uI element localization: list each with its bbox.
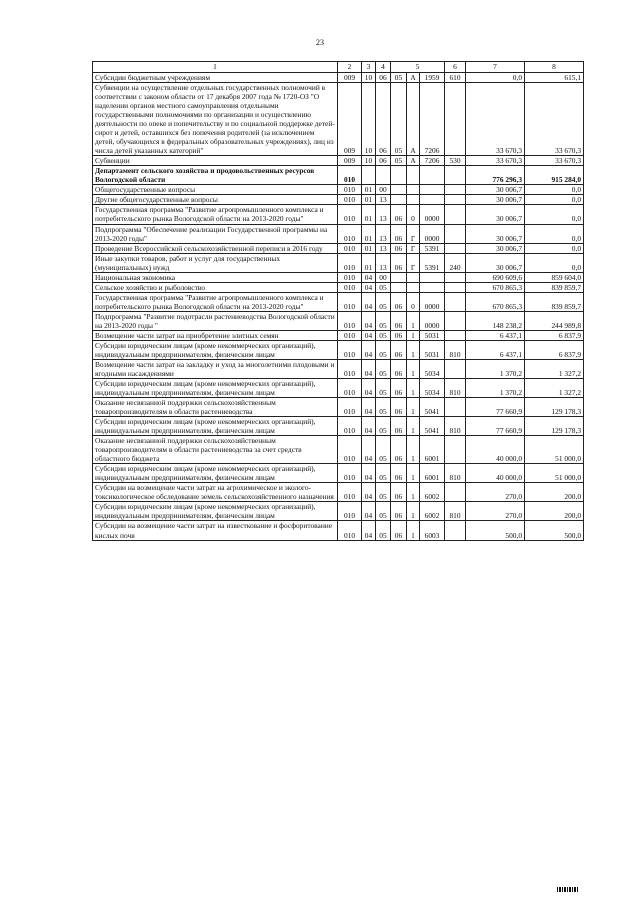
table-row [93, 224, 584, 243]
row-name: Субсидии юридическим лицам (кроме некоммерческих организаций), индивидуальным предпринимателям, физическим лицам [93, 340, 338, 359]
table-row [93, 502, 584, 521]
cell-amount-2017: 6 837,9 [525, 340, 584, 359]
cell-section: 10 [362, 156, 376, 166]
cell-direction [420, 185, 445, 195]
table-row [93, 398, 584, 417]
cell-subsection: 06 [376, 83, 391, 156]
cell-amount-2017: 615,1 [525, 73, 584, 83]
cell-expense-type [445, 166, 466, 185]
row-name: Возмещение части затрат на приобретение элитных семян [93, 330, 338, 340]
cell-subprogram: 1 [407, 436, 420, 464]
cell-direction: 0000 [420, 311, 445, 330]
cell-subsection: 06 [376, 73, 391, 83]
cell-subsection: 05 [376, 436, 391, 464]
cell-expense-type [445, 195, 466, 205]
cell-amount-2016: 690 609,6 [466, 272, 525, 282]
cell-direction: 5031 [420, 330, 445, 340]
cell-direction: 0000 [420, 224, 445, 243]
cell-subsection: 05 [376, 483, 391, 502]
cell-program: 06 [391, 253, 407, 272]
cell-amount-2016: 500,0 [466, 521, 525, 540]
table-row [93, 205, 584, 224]
cell-expense-type [445, 359, 466, 378]
cell-admin-code: 009 [338, 83, 362, 156]
cell-expense-type: 240 [445, 253, 466, 272]
cell-subprogram: 1 [407, 379, 420, 398]
cell-admin-code: 010 [338, 243, 362, 253]
cell-section: 04 [362, 379, 376, 398]
cell-direction: 5034 [420, 359, 445, 378]
cell-amount-2017: 915 284,0 [525, 166, 584, 185]
row-name: Субвенции [93, 156, 338, 166]
cell-direction: 7206 [420, 156, 445, 166]
cell-admin-code: 010 [338, 340, 362, 359]
row-name: Подпрограмма "Развитие подотрасли растениеводства Вологодской области на 2013-2020 годы " [93, 311, 338, 330]
cell-subprogram: 1 [407, 521, 420, 540]
cell-admin-code: 009 [338, 156, 362, 166]
table-row [93, 359, 584, 378]
cell-amount-2016: 670 865,3 [466, 282, 525, 292]
cell-direction: 5391 [420, 253, 445, 272]
cell-subsection: 05 [376, 340, 391, 359]
page-number: 23 [316, 38, 324, 47]
header-cell: 7 [466, 62, 525, 73]
cell-amount-2016: 670 865,3 [466, 292, 525, 311]
cell-admin-code: 010 [338, 521, 362, 540]
row-name: Подпрограмма "Обеспечение реализации Государственной программы на 2013-2020 годы" [93, 224, 338, 243]
table-row [93, 166, 584, 185]
cell-program: 06 [391, 483, 407, 502]
cell-subprogram [407, 272, 420, 282]
header-cell: 5 [391, 62, 445, 73]
cell-amount-2017: 51 000,0 [525, 464, 584, 483]
cell-amount-2016: 148 238,2 [466, 311, 525, 330]
cell-subsection: 05 [376, 398, 391, 417]
row-name: Оказание несвязанной поддержки сельскохозяйственным товаропроизводителям в области растениеводства за счет средств областного бюджета [93, 436, 338, 464]
cell-subsection: 13 [376, 195, 391, 205]
table-row [93, 311, 584, 330]
cell-subprogram: 1 [407, 464, 420, 483]
cell-section: 01 [362, 185, 376, 195]
cell-subprogram: 1 [407, 398, 420, 417]
cell-subsection: 05 [376, 417, 391, 436]
cell-admin-code: 010 [338, 272, 362, 282]
cell-program: 06 [391, 340, 407, 359]
cell-program: 06 [391, 464, 407, 483]
cell-direction: 5391 [420, 243, 445, 253]
cell-subprogram: 1 [407, 311, 420, 330]
cell-section: 04 [362, 292, 376, 311]
cell-subsection [376, 166, 391, 185]
cell-expense-type [445, 205, 466, 224]
cell-program: 06 [391, 292, 407, 311]
cell-program: 06 [391, 330, 407, 340]
cell-expense-type [445, 311, 466, 330]
cell-amount-2016: 77 660,9 [466, 398, 525, 417]
cell-expense-type: 810 [445, 379, 466, 398]
cell-program: 06 [391, 398, 407, 417]
cell-amount-2016: 77 660,9 [466, 417, 525, 436]
row-name: Государственная программа "Развитие агропромышленного комплекса и потребительского рынка Вологодской области на 2013-2020 годы" [93, 205, 338, 224]
row-name: Субсидии юридическим лицам (кроме некоммерческих организаций), индивидуальным предпринимателям, физическим лицам [93, 379, 338, 398]
cell-subsection: 05 [376, 359, 391, 378]
cell-section: 04 [362, 502, 376, 521]
cell-admin-code: 010 [338, 398, 362, 417]
cell-program: 06 [391, 224, 407, 243]
row-name: Субсидии юридическим лицам (кроме некоммерческих организаций), индивидуальным предпринимателям, физическим лицам [93, 417, 338, 436]
cell-program [391, 272, 407, 282]
cell-amount-2017: 0,0 [525, 253, 584, 272]
cell-section: 04 [362, 483, 376, 502]
cell-subsection: 13 [376, 205, 391, 224]
cell-program: 06 [391, 436, 407, 464]
header-cell: 2 [338, 62, 362, 73]
cell-admin-code: 010 [338, 464, 362, 483]
cell-subprogram: 0 [407, 292, 420, 311]
cell-admin-code: 010 [338, 359, 362, 378]
cell-section: 04 [362, 282, 376, 292]
row-name: Субвенции на осуществление отдельных государственных полномочий в соответствии с законом области от 17 декабря 2007 года № 1720-ОЗ "О наделении органов местного самоуправления отдельными государственными полномочиями по организации и осуществлению деятельности по опеке и попечительству и по социальной поддержке детей-сирот и детей, оставшихся без попечения родителей (за исключением детей, обучающихся в федеральных образовательных учреждениях), лиц из числа детей указанных категорий" [93, 83, 338, 156]
cell-direction: 7206 [420, 83, 445, 156]
cell-subprogram [407, 185, 420, 195]
cell-amount-2017: 859 604,0 [525, 272, 584, 282]
table-body [93, 62, 584, 541]
cell-direction: 0000 [420, 292, 445, 311]
cell-admin-code: 010 [338, 224, 362, 243]
cell-direction: 6002 [420, 483, 445, 502]
cell-subsection: 05 [376, 379, 391, 398]
cell-amount-2016: 776 296,3 [466, 166, 525, 185]
cell-amount-2016: 30 006,7 [466, 243, 525, 253]
cell-amount-2017: 0,0 [525, 243, 584, 253]
cell-amount-2016: 1 370,2 [466, 379, 525, 398]
cell-direction: 5031 [420, 340, 445, 359]
header-row [93, 62, 584, 73]
cell-amount-2017: 0,0 [525, 224, 584, 243]
cell-subsection: 05 [376, 502, 391, 521]
cell-section: 04 [362, 330, 376, 340]
cell-admin-code: 010 [338, 292, 362, 311]
cell-amount-2016: 40 000,0 [466, 436, 525, 464]
cell-direction: 5041 [420, 417, 445, 436]
header-cell: 4 [376, 62, 391, 73]
row-name: Субсидии на возмещение части затрат на агрохимическое и эколого-токсикологическое обследование земель сельскохозяйственного назначения [93, 483, 338, 502]
cell-amount-2017: 6 837,9 [525, 330, 584, 340]
cell-expense-type [445, 521, 466, 540]
table-row [93, 73, 584, 83]
cell-direction: 6001 [420, 436, 445, 464]
cell-section: 10 [362, 73, 376, 83]
header-cell: 8 [525, 62, 584, 73]
cell-admin-code: 010 [338, 282, 362, 292]
cell-program: 06 [391, 311, 407, 330]
cell-admin-code: 010 [338, 417, 362, 436]
cell-expense-type [445, 436, 466, 464]
cell-subsection: 05 [376, 282, 391, 292]
cell-subsection: 00 [376, 272, 391, 282]
table-row [93, 156, 584, 166]
cell-amount-2017: 500,0 [525, 521, 584, 540]
cell-subsection: 06 [376, 156, 391, 166]
cell-amount-2017: 839 859,7 [525, 282, 584, 292]
cell-expense-type [445, 282, 466, 292]
cell-amount-2017: 244 989,8 [525, 311, 584, 330]
row-name: Субсидии юридическим лицам (кроме некоммерческих организаций), индивидуальным предпринимателям, физическим лицам [93, 502, 338, 521]
cell-expense-type [445, 185, 466, 195]
cell-subsection: 13 [376, 243, 391, 253]
cell-amount-2016: 33 670,3 [466, 83, 525, 156]
cell-program [391, 282, 407, 292]
cell-section: 04 [362, 340, 376, 359]
cell-admin-code: 010 [338, 253, 362, 272]
cell-program: 06 [391, 417, 407, 436]
cell-subsection: 00 [376, 185, 391, 195]
cell-amount-2016: 6 437,1 [466, 330, 525, 340]
cell-expense-type: 610 [445, 73, 466, 83]
cell-subprogram: Г [407, 224, 420, 243]
cell-admin-code: 010 [338, 330, 362, 340]
cell-expense-type [445, 398, 466, 417]
cell-section: 01 [362, 224, 376, 243]
cell-section: 04 [362, 417, 376, 436]
cell-amount-2016: 30 006,7 [466, 205, 525, 224]
cell-direction: 6003 [420, 521, 445, 540]
cell-admin-code: 009 [338, 73, 362, 83]
cell-section: 04 [362, 311, 376, 330]
cell-subprogram: А [407, 83, 420, 156]
row-name: Субсидии на возмещение части затрат на известкование и фосфоритование кислых почв [93, 521, 338, 540]
cell-expense-type [445, 330, 466, 340]
cell-program: 06 [391, 379, 407, 398]
cell-admin-code: 010 [338, 483, 362, 502]
cell-section: 04 [362, 436, 376, 464]
row-name: Государственная программа "Развитие агропромышленного комплекса и потребительского рынка Вологодской области на 2013-2020 годы" [93, 292, 338, 311]
table-row [93, 379, 584, 398]
barcode-mark [557, 887, 579, 892]
row-name: Возмещение части затрат на закладку и уход за многолетними плодовыми и ягодными насаждениями [93, 359, 338, 378]
cell-subprogram: 1 [407, 359, 420, 378]
cell-program: 05 [391, 73, 407, 83]
cell-amount-2016: 33 670,3 [466, 156, 525, 166]
cell-amount-2016: 40 000,0 [466, 464, 525, 483]
cell-admin-code: 010 [338, 436, 362, 464]
cell-amount-2016: 30 006,7 [466, 185, 525, 195]
cell-program: 06 [391, 521, 407, 540]
cell-section: 01 [362, 253, 376, 272]
cell-subprogram: 1 [407, 483, 420, 502]
cell-amount-2016: 6 437,1 [466, 340, 525, 359]
cell-program: 06 [391, 502, 407, 521]
cell-amount-2017: 33 670,3 [525, 156, 584, 166]
row-name: Проведение Всероссийской сельскохозяйственной переписи в 2016 году [93, 243, 338, 253]
header-cell: 6 [445, 62, 466, 73]
cell-direction [420, 195, 445, 205]
table-row [93, 521, 584, 540]
cell-expense-type [445, 243, 466, 253]
cell-amount-2017: 33 670,3 [525, 83, 584, 156]
cell-expense-type: 810 [445, 464, 466, 483]
cell-section: 04 [362, 272, 376, 282]
cell-amount-2016: 1 370,2 [466, 359, 525, 378]
table-row [93, 243, 584, 253]
cell-amount-2017: 1 327,2 [525, 359, 584, 378]
table-row [93, 272, 584, 282]
row-name: Субсидии бюджетным учреждениям [93, 73, 338, 83]
cell-amount-2016: 270,0 [466, 483, 525, 502]
table-row [93, 340, 584, 359]
cell-program [391, 166, 407, 185]
cell-direction: 0000 [420, 205, 445, 224]
cell-direction: 6002 [420, 502, 445, 521]
cell-amount-2016: 30 006,7 [466, 224, 525, 243]
cell-expense-type [445, 224, 466, 243]
cell-amount-2016: 30 006,7 [466, 253, 525, 272]
table-row [93, 253, 584, 272]
cell-amount-2016: 0,0 [466, 73, 525, 83]
cell-amount-2017: 129 178,3 [525, 398, 584, 417]
cell-section: 04 [362, 464, 376, 483]
cell-expense-type: 810 [445, 502, 466, 521]
cell-subprogram: А [407, 73, 420, 83]
cell-admin-code: 010 [338, 166, 362, 185]
cell-section: 01 [362, 195, 376, 205]
cell-section [362, 166, 376, 185]
row-name: Субсидии юридическим лицам (кроме некоммерческих организаций), индивидуальным предпринимателям, физическим лицам [93, 464, 338, 483]
row-name: Иные закупки товаров, работ и услуг для государственных (муниципальных) нужд [93, 253, 338, 272]
cell-subsection: 05 [376, 292, 391, 311]
cell-program [391, 185, 407, 195]
cell-section: 10 [362, 83, 376, 156]
cell-expense-type: 530 [445, 156, 466, 166]
cell-subprogram [407, 282, 420, 292]
budget-table [92, 61, 584, 541]
cell-subprogram: Г [407, 253, 420, 272]
cell-direction: 6001 [420, 464, 445, 483]
cell-direction: 5041 [420, 398, 445, 417]
cell-expense-type [445, 272, 466, 282]
cell-subprogram: Г [407, 243, 420, 253]
cell-direction [420, 282, 445, 292]
row-name: Другие общегосударственные вопросы [93, 195, 338, 205]
cell-subprogram: 0 [407, 205, 420, 224]
row-name: Департамент сельского хозяйства и продовольственных ресурсов Вологодской области [93, 166, 338, 185]
table-row [93, 417, 584, 436]
cell-subprogram: 1 [407, 330, 420, 340]
cell-direction: 5034 [420, 379, 445, 398]
row-name: Общегосударственные вопросы [93, 185, 338, 195]
table-row [93, 330, 584, 340]
cell-amount-2017: 129 178,3 [525, 417, 584, 436]
cell-subprogram: 1 [407, 502, 420, 521]
cell-expense-type [445, 83, 466, 156]
cell-direction [420, 166, 445, 185]
cell-subprogram: 1 [407, 340, 420, 359]
table-row [93, 185, 584, 195]
table-row [93, 83, 584, 156]
cell-direction: 1959 [420, 73, 445, 83]
cell-section: 01 [362, 205, 376, 224]
cell-expense-type [445, 483, 466, 502]
table-row [93, 436, 584, 464]
cell-amount-2017: 200,0 [525, 502, 584, 521]
cell-section: 04 [362, 521, 376, 540]
cell-admin-code: 010 [338, 379, 362, 398]
cell-subprogram [407, 166, 420, 185]
header-cell: 1 [93, 62, 338, 73]
cell-admin-code: 010 [338, 311, 362, 330]
cell-amount-2017: 0,0 [525, 205, 584, 224]
table-row [93, 292, 584, 311]
cell-amount-2017: 1 327,2 [525, 379, 584, 398]
cell-amount-2016: 30 006,7 [466, 195, 525, 205]
row-name: Оказание несвязанной поддержки сельскохозяйственным товаропроизводителям в области растениеводства [93, 398, 338, 417]
cell-amount-2017: 839 859,7 [525, 292, 584, 311]
cell-subprogram: 1 [407, 417, 420, 436]
table-row [93, 464, 584, 483]
cell-subprogram: А [407, 156, 420, 166]
cell-section: 04 [362, 398, 376, 417]
header-cell: 3 [362, 62, 376, 73]
cell-program: 06 [391, 359, 407, 378]
cell-subsection: 05 [376, 521, 391, 540]
cell-section: 01 [362, 243, 376, 253]
table-row [93, 282, 584, 292]
cell-program: 06 [391, 243, 407, 253]
cell-amount-2017: 200,0 [525, 483, 584, 502]
cell-subsection: 13 [376, 224, 391, 243]
cell-section: 04 [362, 359, 376, 378]
cell-expense-type: 810 [445, 417, 466, 436]
cell-amount-2017: 51 000,0 [525, 436, 584, 464]
cell-admin-code: 010 [338, 185, 362, 195]
cell-subprogram [407, 195, 420, 205]
cell-subsection: 13 [376, 253, 391, 272]
cell-expense-type: 810 [445, 340, 466, 359]
row-name: Сельское хозяйство и рыболовство [93, 282, 338, 292]
cell-admin-code: 010 [338, 502, 362, 521]
table-row [93, 483, 584, 502]
cell-subsection: 05 [376, 311, 391, 330]
cell-expense-type [445, 292, 466, 311]
cell-direction [420, 272, 445, 282]
cell-admin-code: 010 [338, 205, 362, 224]
cell-amount-2017: 0,0 [525, 185, 584, 195]
cell-amount-2017: 0,0 [525, 195, 584, 205]
cell-program: 05 [391, 156, 407, 166]
cell-subsection: 05 [376, 330, 391, 340]
cell-program [391, 195, 407, 205]
table-row [93, 195, 584, 205]
cell-program: 05 [391, 83, 407, 156]
cell-amount-2016: 270,0 [466, 502, 525, 521]
cell-program: 06 [391, 205, 407, 224]
cell-subsection: 05 [376, 464, 391, 483]
row-name: Национальная экономика [93, 272, 338, 282]
cell-admin-code: 010 [338, 195, 362, 205]
